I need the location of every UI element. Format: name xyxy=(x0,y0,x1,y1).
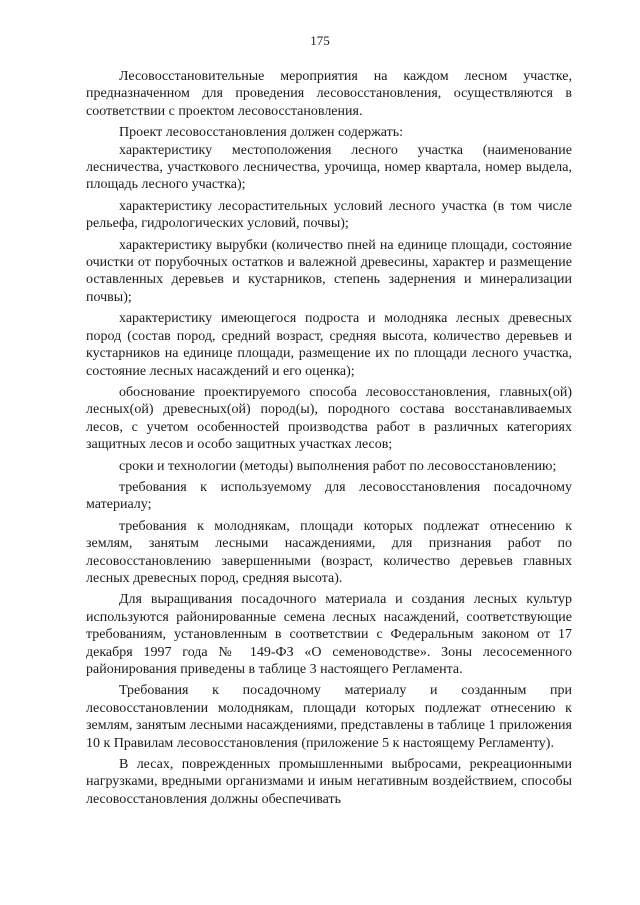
paragraph-project-contents: Проект лесовосстановления должен содержать: xyxy=(119,125,404,141)
paragraph-seeds: Для выращивания посадочного материала и создания лесных культур используются районированные семена лесных насаждений, соответствующие требованиям, установленным в соответствии с Федеральным законом от 17 декабря 1997 года № 149-ФЗ «О семеноводстве». Зоны лесосеменного районирования приведены в таблице 3 настоящего Регламента. xyxy=(86,592,572,677)
list-item-clearcut: характеристику вырубки (количество пней на единице площади, состояние очистки от порубочных остатков и валежной древесины, характер и размещение оставленных деревьев и кустарников, степень задернения и минерализации почвы); xyxy=(86,237,572,305)
list-item-growing-conditions: характеристику лесорастительных условий лесного участка (в том числе рельефа, гидрологических условий, почвы); xyxy=(86,198,572,232)
paragraph-requirements: Требования к посадочному материалу и созданным при лесовосстановлении молоднякам, площади которых подлежат отнесению к землям, занятым лесными насаждениями, представлены в таблице 1 приложения 10 к Правилам лесовосстановления (приложение 5 к настоящему Регламенту). xyxy=(86,683,572,751)
list-item-young-stands: требования к молоднякам, площади которых подлежат отнесению к землям, занятым лесными насаждениями, для признания работ по лесовосстановлению завершенными (возраст, количество деревьев главных лесных древесных пород, средняя высота). xyxy=(86,518,572,586)
list-item-location: характеристику местоположения лесного участка (наименование лесничества, участкового лесничества, урочища, номер квартала, номер выдела, площадь лесного участка); xyxy=(86,142,572,193)
document-body xyxy=(86,68,572,808)
paragraph-damaged-forests: В лесах, поврежденных промышленными выбросами, рекреационными нагрузками, вредными организмами и иным негативным воздействием, способы лесовосстановления должны обеспечивать xyxy=(86,757,572,807)
list-item-undergrowth: характеристику имеющегося подроста и молодняка лесных древесных пород (состав пород, средний возраст, средняя высота, количество деревьев и кустарников на единице площади, размещение их по площади лесного участка, состояние лесных насаждений и его оценка); xyxy=(86,311,572,379)
list-item-timing: сроки и технологии (методы) выполнения работ по лесовосстановлению; xyxy=(119,458,557,474)
list-item-planting-material: требования к используемому для лесовосстановления посадочному материалу; xyxy=(86,479,572,513)
list-item-method-justification: обоснование проектируемого способа лесовосстановления, главных(ой) лесных(ой) древесных(ой) пород(ы), породного состава восстанавливаемых лесов, с учетом особенностей производства работ в различных категориях защитных лесов и особо защитных участках лесов; xyxy=(86,384,572,453)
paragraph-intro: Лесовосстановительные мероприятия на каждом лесном участке, предназначенном для проведения лесовосстановления, осуществляются в соответствии с проектом лесовосстановления. xyxy=(86,69,572,119)
page-number: 175 xyxy=(310,33,330,48)
